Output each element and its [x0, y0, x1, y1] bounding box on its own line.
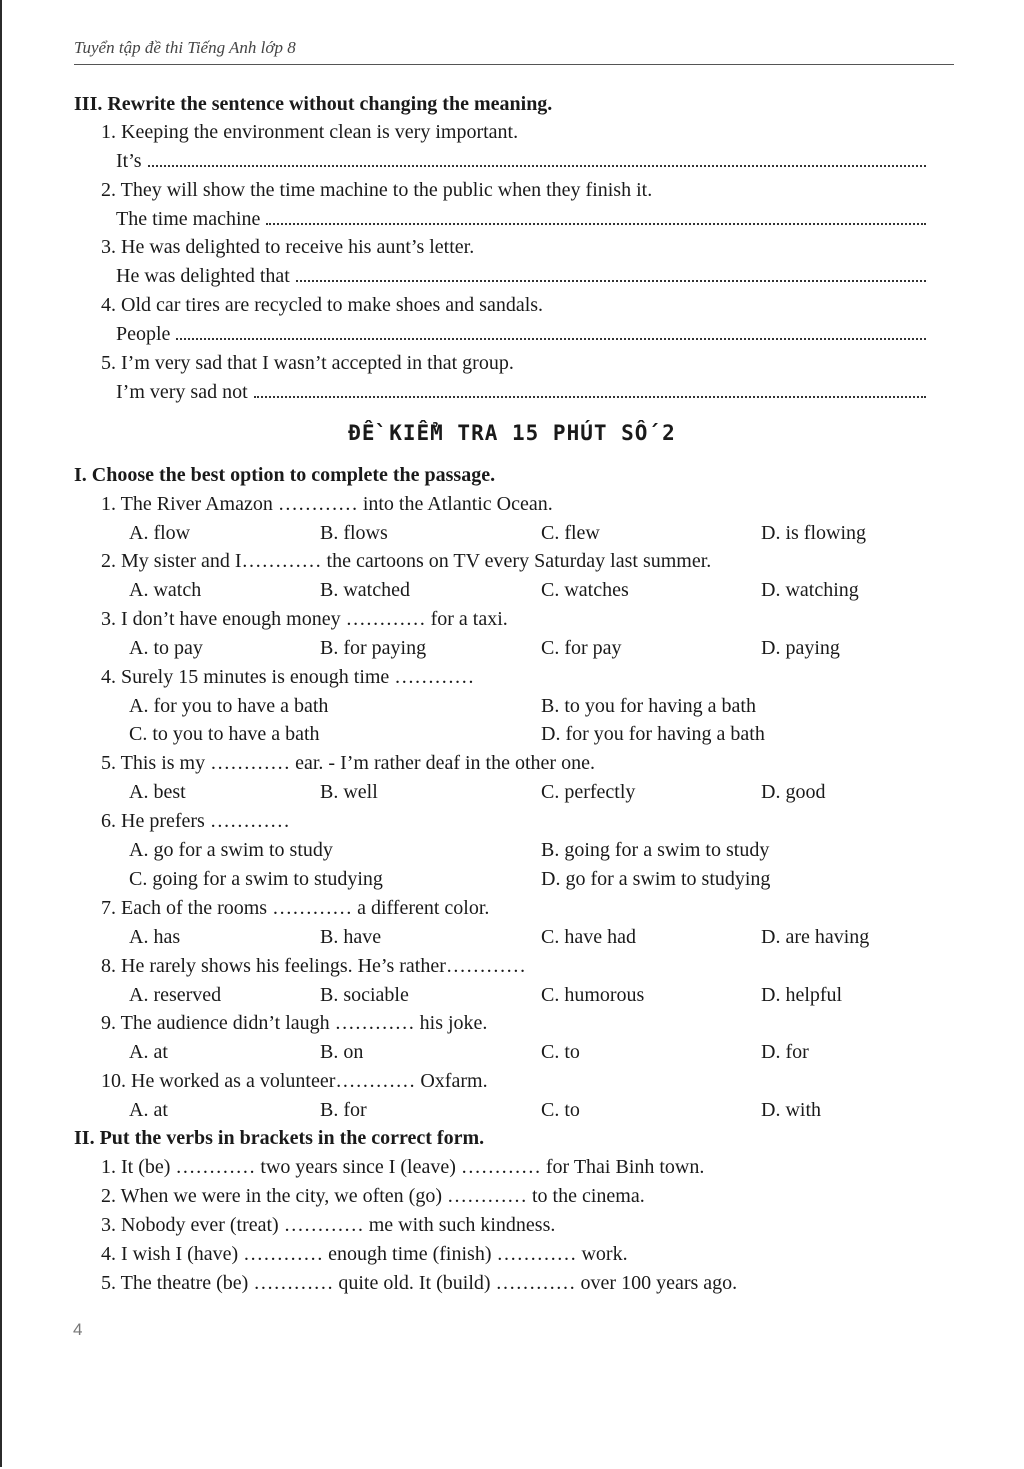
- mc-question-7: 7. Each of the rooms ………… a different color.: [101, 897, 490, 919]
- rewrite-answer-2-start: The time machine: [116, 208, 261, 230]
- mc-option-5a[interactable]: A. best: [129, 781, 186, 803]
- mc-option-4a[interactable]: A. for you to have a bath: [129, 695, 329, 717]
- rewrite-answer-3-start: He was delighted that: [116, 265, 290, 287]
- rewrite-answer-5-start: I’m very sad not: [116, 381, 248, 403]
- mc-question-10: 10. He worked as a volunteer………… Oxfarm.: [101, 1070, 488, 1092]
- rewrite-answer-5[interactable]: [116, 379, 926, 405]
- answer-blank[interactable]: [296, 264, 926, 282]
- answer-blank[interactable]: [266, 207, 926, 225]
- mc-question-3: 3. I don’t have enough money ………… for a taxi.: [101, 608, 508, 630]
- mc-option-2c[interactable]: C. watches: [541, 579, 629, 601]
- mc-option-4d[interactable]: D. for you for having a bath: [541, 723, 765, 745]
- mc-option-5b[interactable]: B. well: [320, 781, 378, 803]
- mc-option-8d[interactable]: D. helpful: [761, 984, 843, 1006]
- answer-blank[interactable]: [176, 322, 926, 340]
- mc-option-2a[interactable]: A. watch: [129, 579, 202, 601]
- mc-option-6d[interactable]: D. go for a swim to studying: [541, 868, 771, 890]
- mc-option-1a[interactable]: A. flow: [129, 522, 191, 544]
- verb-question-5: 5. The theatre (be) ………… quite old. It (build) ………… over 100 years ago.: [101, 1272, 738, 1294]
- mc-option-10d[interactable]: D. with: [761, 1099, 821, 1121]
- mc-option-5c[interactable]: C. perfectly: [541, 781, 636, 803]
- rewrite-answer-4-start: People: [116, 323, 171, 345]
- test-title: ĐỀ KIỂM TRA 15 PHÚT SỐ 2: [348, 421, 676, 445]
- mc-option-7b[interactable]: B. have: [320, 926, 382, 948]
- mc-question-8: 8. He rarely shows his feelings. He’s rather…………: [101, 955, 526, 977]
- mc-option-6c[interactable]: C. going for a swim to studying: [129, 868, 383, 890]
- mc-option-9c[interactable]: C. to: [541, 1041, 580, 1063]
- mc-option-3b[interactable]: B. for paying: [320, 637, 427, 659]
- mc-option-6a[interactable]: A. go for a swim to study: [129, 839, 333, 861]
- mc-option-8c[interactable]: C. humorous: [541, 984, 645, 1006]
- mc-option-1b[interactable]: B. flows: [320, 522, 388, 544]
- verb-question-2: 2. When we were in the city, we often (go) ………… to the cinema.: [101, 1185, 645, 1207]
- mc-option-6b[interactable]: B. going for a swim to study: [541, 839, 770, 861]
- mc-option-9a[interactable]: A. at: [129, 1041, 168, 1063]
- mc-option-10b[interactable]: B. for: [320, 1099, 367, 1121]
- verb-question-4: 4. I wish I (have) ………… enough time (finish) ………… work.: [101, 1243, 628, 1265]
- rewrite-question-4: 4. Old car tires are recycled to make shoes and sandals.: [101, 294, 544, 316]
- rewrite-answer-1[interactable]: [116, 148, 926, 174]
- mc-question-9: 9. The audience didn’t laugh ………… his joke.: [101, 1012, 488, 1034]
- mc-question-2: 2. My sister and I………… the cartoons on TV every Saturday last summer.: [101, 550, 712, 572]
- mc-question-5: 5. This is my ………… ear. - I’m rather deaf in the other one.: [101, 752, 595, 774]
- mc-option-4b[interactable]: B. to you for having a bath: [541, 695, 756, 717]
- rewrite-question-5: 5. I’m very sad that I wasn’t accepted in that group.: [101, 352, 514, 374]
- part-2-title: II. Put the verbs in brackets in the correct form.: [74, 1127, 485, 1149]
- verb-question-3: 3. Nobody ever (treat) ………… me with such kindness.: [101, 1214, 556, 1236]
- mc-option-9d[interactable]: D. for: [761, 1041, 809, 1063]
- rewrite-answer-3[interactable]: [116, 263, 926, 289]
- rewrite-question-1: 1. Keeping the environment clean is very important.: [101, 121, 519, 143]
- answer-blank[interactable]: [148, 149, 926, 167]
- mc-option-1c[interactable]: C. flew: [541, 522, 600, 544]
- mc-option-5d[interactable]: D. good: [761, 781, 826, 803]
- mc-option-7a[interactable]: A. has: [129, 926, 181, 948]
- answer-blank[interactable]: [254, 380, 926, 398]
- verb-question-1: 1. It (be) ………… two years since I (leave) ………… for Thai Binh town.: [101, 1156, 705, 1178]
- page-number: 4: [73, 1320, 83, 1339]
- rewrite-answer-4[interactable]: [116, 321, 926, 347]
- part-1-title: I. Choose the best option to complete the passage.: [74, 464, 496, 486]
- mc-option-3a[interactable]: A. to pay: [129, 637, 203, 659]
- mc-option-3c[interactable]: C. for pay: [541, 637, 622, 659]
- mc-option-7c[interactable]: C. have had: [541, 926, 636, 948]
- section-3-title: III. Rewrite the sentence without changing the meaning.: [74, 93, 553, 115]
- mc-option-3d[interactable]: D. paying: [761, 637, 840, 659]
- rewrite-answer-1-start: It’s: [116, 150, 142, 172]
- mc-option-4c[interactable]: C. to you to have a bath: [129, 723, 320, 745]
- mc-option-10c[interactable]: C. to: [541, 1099, 580, 1121]
- mc-option-9b[interactable]: B. on: [320, 1041, 364, 1063]
- mc-question-6: 6. He prefers …………: [101, 810, 290, 832]
- mc-option-2d[interactable]: D. watching: [761, 579, 859, 601]
- mc-question-1: 1. The River Amazon ………… into the Atlantic Ocean.: [101, 493, 553, 515]
- rewrite-question-3: 3. He was delighted to receive his aunt’s letter.: [101, 236, 475, 258]
- mc-option-7d[interactable]: D. are having: [761, 926, 870, 948]
- mc-option-10a[interactable]: A. at: [129, 1099, 168, 1121]
- mc-option-1d[interactable]: D. is flowing: [761, 522, 866, 544]
- rewrite-question-2: 2. They will show the time machine to the public when they finish it.: [101, 179, 653, 201]
- rewrite-answer-2[interactable]: [116, 206, 926, 232]
- mc-option-2b[interactable]: B. watched: [320, 579, 410, 601]
- running-header: Tuyển tập đề thi Tiếng Anh lớp 8: [74, 38, 954, 65]
- mc-option-8a[interactable]: A. reserved: [129, 984, 222, 1006]
- mc-option-8b[interactable]: B. sociable: [320, 984, 409, 1006]
- mc-question-4: 4. Surely 15 minutes is enough time …………: [101, 666, 475, 688]
